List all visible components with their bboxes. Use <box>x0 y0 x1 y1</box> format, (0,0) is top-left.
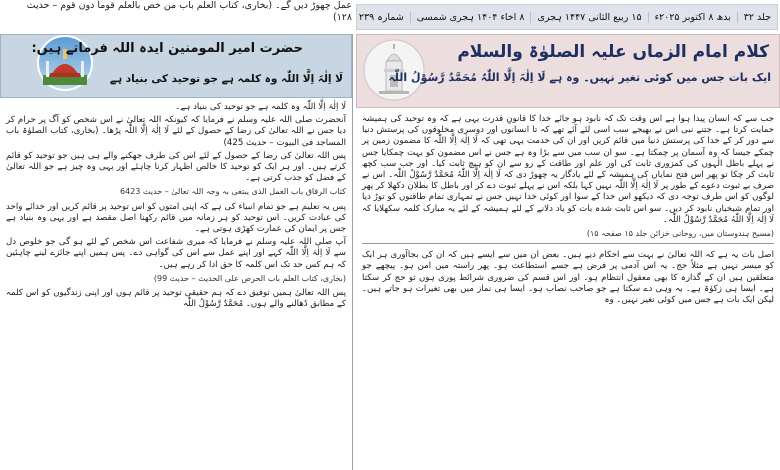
left-banner <box>0 34 352 98</box>
left-paragraph: پس یہ تعلیم ہے جو تمام انبیاء کی ہے کہ اپنی امتوں کو اس توحید پر قائم کریں اور خدائے واحد کی عبادت کریں۔ اس توحید کو ہر زمانہ میں قائم رکھنا اصل مقصد ہے اور یہی وہ بنیاد ہے جس پر ایمان کی عمارت کھڑی ہوتی ہے۔ <box>6 201 346 235</box>
right-paragraph: اصل بات یہ ہے کہ اللہ تعالیٰ نے بہت سے احکام دیے ہیں۔ بعض ان میں سے ایسے ہیں کہ ان کی بجاآوری ہر ایک کو میسر نہیں ہے مثلاً حج۔ یہ اس آدمی پر فرض ہے جسے استطاعت ہو۔ پھر راستہ میں امن ہو۔ پیچھے جو متعلقین ہیں ان کے گذارہ کا بھی معقول انتظام ہو۔ اور اس قسم کی ضروری شرائط پوری ہوں تو حج کر سکتا ہے۔ ایسا ہی زکوٰۃ ہے۔ یہ وہی دے سکتا ہے جو صاحب نصاب ہو۔ ایسا ہی نماز میں بھی تغیرات ہو جاتے ہیں۔ لیکن ایک بات ہے جس میں کوئی تغیر نہیں۔ وہ <box>362 250 774 306</box>
issue-shamsi-date: ۸ اخاء ۱۴۰۴ ہجری شمسی <box>410 12 531 23</box>
issue-hijri-date: ۱۵ ربیع الثانی ۱۴۴۷ ہجری <box>530 12 647 23</box>
left-paragraph: آپ صلی اللہ علیہ وسلم نے فرمایا کہ میری شفاعت اس شخص کے لئے ہو گی جو خلوص دل سے لَا اِلٰہَ اِلَّا اللّٰہ کہے اور اپنے عمل سے اس کی گواہی دے۔ پس ہمیں اپنے جائزے لینے چاہئیں کہ ہم کس حد تک اس کلمہ کا حق ادا کر رہے ہیں۔ <box>6 237 346 270</box>
left-paragraph: لَا اِلٰہَ اِلَّا اللّٰہ وہ کلمہ ہے جو توحید کی بنیاد ہے۔ <box>175 102 346 112</box>
right-reference: (مسیح ہندوستان میں، روحانی خزائن جلد ۱۵ صفحہ ۱۵) <box>586 229 774 239</box>
issue-date: بدھ ۸ اکتوبر ۲۰۲۵ء <box>648 12 737 23</box>
issue-volume: جلد ۳۲ <box>737 12 777 23</box>
right-banner <box>356 34 780 108</box>
left-reference: (بخاری، کتاب العلم باب الحرص علی الحدیث – حدیث 99) <box>153 273 346 283</box>
right-paragraph: جب سے کہ انسان پیدا ہوا ہے اس وقت تک کہ نابود ہو جائے خدا کا قانونِ قدرت یہی ہے کہ وہ توحید کی ہمیشہ حمایت کرتا ہے۔ جتنے نبی اس نے بھیجے سب اسی لئے آئے تھے کہ تا انسانوں اور دوسری مخلوقوں کی پرستش دنیا سے دور کر کے خدا کی پرستش دنیا میں قائم کریں اور ان کی خدمت یہی تھی کہ لَا اِلٰہَ اِلَّا اللّٰہ کا مضمون زمین پر چمکے جیسا کہ وہ آسمان پر چمکتا ہے۔ سو ان سب میں سے بڑا وہ ہے جس نے اس مضمون کو بہت چمکایا جس نے پہلے باطل الٰہوں کی کمزوری ثابت کی اور علم اور طاقت کے رو سے ان کو ہیچ ثابت کیا۔ اور جب سب کچھ ثابت کر چکا تو پھر اس فتح نمایاں کی ہمیشہ کے لئے یادگار یہ چھوڑ دی کہ لَا اِلٰہَ اِلَّا اللّٰہُ مُحَمَّدٌ رَّسُوْلُ اللّٰہ۔ اس نے صرف بے ثبوت دعوے کے طور پر لَا اِلٰہَ اِلَّا اللّٰہ نہیں کہا بلکہ اس نے پہلے ثبوت دے کر اور باطل کا بطلان دکھلا کر پھر لوگوں کو اس طرف توجہ دی کہ دیکھو اس خدا کے سوا اور کوئی خدا نہیں جس نے تمہاری تمام طاقتوں کو توڑ دیا اور تمام شیخیاں نابود کر دیں۔ سو اس ثابت شدہ بات کو یاد دلانے کے لئے ہمیشہ کے لئے یہ مبارک کلمہ سکھلایا کہ لَا اِلٰہَ اِلَّا اللّٰہُ مُحَمَّدٌ رَّسُوْلُ اللّٰہ۔ <box>362 114 774 225</box>
left-banner-title: حضرت امیر المومنین ایدہ اللہ فرماتے ہیں: <box>31 41 303 56</box>
right-column <box>356 34 780 470</box>
right-article-body <box>356 108 780 460</box>
top-strip <box>0 0 780 32</box>
left-reference: کتاب الرقاق باب العمل الذی یبتغی بہ وجہ اللہ تعالیٰ – حدیث 6423 <box>120 187 346 197</box>
left-paragraph: آنحضرت صلی اللہ علیہ وسلم نے فرمایا کہ کیونکہ اللہ تعالیٰ نے اس شخص کو آگ پر حرام کر دیا جس نے اللہ تعالیٰ کی رضا کے حصول کے لئے لَا اِلٰہَ اِلَّا اللّٰہ پڑھا۔ (بخاری، کتاب الصلوٰۃ باب المساجد فی البیوت – حدیث 425) <box>6 115 346 148</box>
top-left-text: عمل چھوڑ دیں گے۔ (بخاری، کتاب العلم باب من خص بالعلم قوماً دون قوم – حدیث ۱۲۸) <box>26 0 352 23</box>
issue-info-bar <box>356 4 778 30</box>
minaret-icon <box>363 39 425 101</box>
left-banner-subtitle: لَا اِلٰہَ اِلَّا اللّٰہ وہ کلمہ ہے جو توحید کی بنیاد ہے <box>109 73 343 85</box>
left-paragraph: پس اللہ تعالیٰ کی رضا کے حصول کے لئے اس کی طرف جھکنے والے ہی ہیں جو توحید کو قائم کرتے ہیں۔ اور ہر ایک کو توحید کا خالص اظہار کرنا چاہئے اور یہی وہ چیز ہے جو اللہ تعالیٰ کے فضل کو جذب کرتی ہے۔ <box>6 150 346 184</box>
left-column <box>0 34 353 470</box>
left-article-body <box>0 98 352 462</box>
issue-number: شمارہ ۲۳۹ <box>358 11 404 23</box>
left-paragraph: پس اللہ تعالیٰ ہمیں توفیق دے کہ ہم حقیقی توحید پر قائم ہوں اور اپنی زندگیوں کو اس کلمہ کے مطابق ڈھالنے والے ہوں۔ مُحَمَّدٌ رَّسُوْلُ اللّٰہ <box>6 288 346 310</box>
right-banner-subtitle: ایک بات جس میں کوئی تغیر نہیں۔ وہ ہے لَا اِلٰہَ اِلَّا اللّٰہُ مُحَمَّدٌ رَّسُوْلُ اللّٰہ <box>388 71 771 84</box>
right-banner-title: کلام امام الزماں علیہ الصلوٰۃ والسلام <box>457 42 769 62</box>
section-divider <box>362 243 774 244</box>
